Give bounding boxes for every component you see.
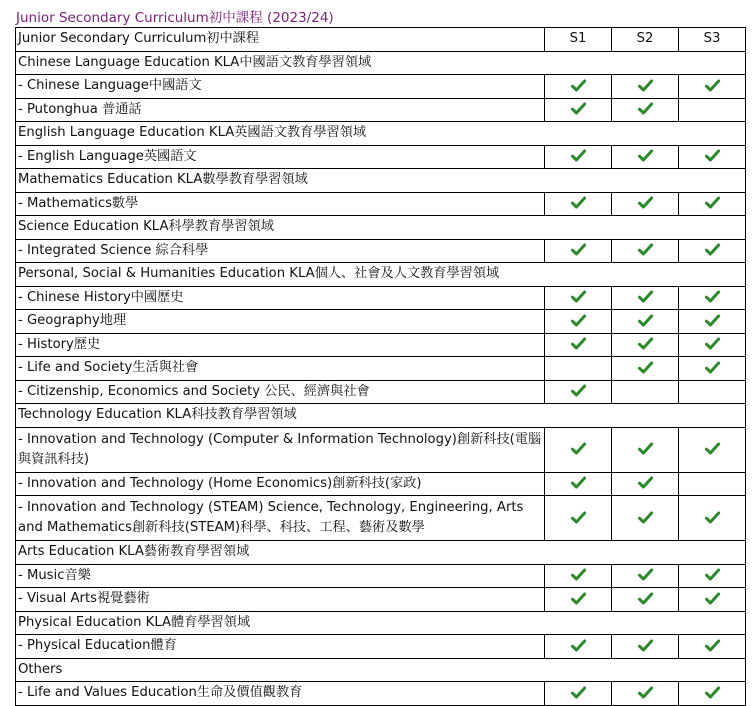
check-icon [638,79,653,92]
level-cell-s3 [679,380,746,404]
check-icon [571,592,586,605]
subject-label: - Music音樂 [16,564,545,588]
level-cell-s1 [545,682,612,706]
check-icon [638,442,653,455]
group-label: Arts Education KLA藝術教育學習領域 [16,541,746,565]
check-icon [571,568,586,581]
level-cell-s1 [545,286,612,310]
level-cell-s2 [612,333,679,357]
level-cell-s3 [679,357,746,381]
check-icon [638,686,653,699]
level-cell-s1 [545,145,612,169]
subject-row [16,380,746,404]
page-title: Junior Secondary Curriculum初中課程 (2023/24) [16,10,334,26]
subject-row [16,635,746,659]
check-icon [638,511,653,524]
level-cell-s3 [679,145,746,169]
header-row [16,28,746,52]
subject-row [16,310,746,334]
level-cell-s3 [679,310,746,334]
level-cell-s2 [612,286,679,310]
level-cell-s3 [679,588,746,612]
level-cell-s2 [612,75,679,99]
subject-label: - Innovation and Technology (Home Economics)創新科技(家政) [16,472,545,496]
level-cell-s2 [612,145,679,169]
level-cell-s1 [545,564,612,588]
level-cell-s1 [545,239,612,263]
subject-row [16,98,746,122]
level-cell-s3 [679,635,746,659]
level-cell-s2 [612,98,679,122]
check-icon [705,314,720,327]
level-cell-s3 [679,682,746,706]
subject-row [16,564,746,588]
subject-row [16,75,746,99]
level-cell-s1 [545,98,612,122]
curriculum-table-body [16,28,746,706]
subject-row [16,682,746,706]
subject-label: - Mathematics數學 [16,192,545,216]
check-icon [638,314,653,327]
group-row [16,122,746,146]
subject-label: - Physical Education體育 [16,635,545,659]
subject-label: - Chinese History中國歷史 [16,286,545,310]
group-label: Others [16,658,746,682]
check-icon [638,149,653,162]
subject-label: - Geography地理 [16,310,545,334]
level-cell-s3 [679,333,746,357]
check-icon [705,196,720,209]
check-icon [571,337,586,350]
check-icon [571,511,586,524]
subject-label: - Innovation and Technology (Computer & Information Technology)創新科技(電腦與資訊科技) [16,427,545,472]
level-cell-s2 [612,472,679,496]
check-icon [705,686,720,699]
subject-label: - English Language英國語文 [16,145,545,169]
group-row [16,216,746,240]
level-cell-s2 [612,635,679,659]
group-label: Science Education KLA科學教育學習領域 [16,216,746,240]
header-level-s1: S1 [545,28,612,52]
subject-row [16,588,746,612]
subject-label: - Life and Society生活與社會 [16,357,545,381]
check-icon [571,243,586,256]
level-cell-s1 [545,496,612,541]
check-icon [705,290,720,303]
level-cell-s1 [545,357,612,381]
header-subject-cell: Junior Secondary Curriculum初中課程 [16,28,545,52]
check-icon [571,290,586,303]
check-icon [638,592,653,605]
subject-row [16,357,746,381]
level-cell-s1 [545,427,612,472]
check-icon [571,384,586,397]
subject-row [16,333,746,357]
level-cell-s1 [545,380,612,404]
group-label: Mathematics Education KLA數學教育學習領域 [16,169,746,193]
check-icon [638,476,653,489]
check-icon [705,639,720,652]
level-cell-s3 [679,496,746,541]
level-cell-s3 [679,98,746,122]
check-icon [705,592,720,605]
check-icon [638,361,653,374]
check-icon [638,568,653,581]
level-cell-s1 [545,635,612,659]
group-row [16,404,746,428]
check-icon [638,102,653,115]
group-label: Technology Education KLA科技教育學習領域 [16,404,746,428]
level-cell-s3 [679,472,746,496]
group-row [16,541,746,565]
group-row [16,169,746,193]
check-icon [705,442,720,455]
header-level-s3: S3 [679,28,746,52]
check-icon [571,149,586,162]
level-cell-s2 [612,564,679,588]
check-icon [571,196,586,209]
subject-row [16,286,746,310]
check-icon [571,314,586,327]
level-cell-s1 [545,310,612,334]
header-level-s2: S2 [612,28,679,52]
check-icon [705,243,720,256]
subject-row [16,145,746,169]
level-cell-s1 [545,472,612,496]
group-row [16,611,746,635]
check-icon [571,79,586,92]
level-cell-s1 [545,333,612,357]
level-cell-s2 [612,682,679,706]
check-icon [705,337,720,350]
group-row [16,658,746,682]
level-cell-s3 [679,564,746,588]
subject-row [16,239,746,263]
check-icon [571,686,586,699]
level-cell-s1 [545,588,612,612]
level-cell-s3 [679,427,746,472]
level-cell-s2 [612,239,679,263]
group-label: English Language Education KLA英國語文教育學習領域 [16,122,746,146]
check-icon [638,243,653,256]
check-icon [638,337,653,350]
subject-label: - Integrated Science 綜合科學 [16,239,545,263]
check-icon [571,476,586,489]
level-cell-s3 [679,75,746,99]
subject-row [16,192,746,216]
level-cell-s1 [545,192,612,216]
check-icon [705,568,720,581]
level-cell-s2 [612,380,679,404]
subject-label: - Life and Values Education生命及價值觀教育 [16,682,545,706]
subject-label: - Putonghua 普通話 [16,98,545,122]
group-row [16,263,746,287]
check-icon [705,511,720,524]
level-cell-s2 [612,427,679,472]
group-label: Personal, Social & Humanities Education KLA個人、社會及人文教育學習領域 [16,263,746,287]
check-icon [571,639,586,652]
level-cell-s2 [612,310,679,334]
level-cell-s2 [612,357,679,381]
subject-label: - Citizenship, Economics and Society 公民、經濟與社會 [16,380,545,404]
group-label: Chinese Language Education KLA中國語文教育學習領域 [16,51,746,75]
check-icon [705,149,720,162]
subject-row [16,427,746,472]
level-cell-s3 [679,192,746,216]
check-icon [705,361,720,374]
subject-label: - Innovation and Technology (STEAM) Science, Technology, Engineering, Arts and Mathematics創新科技(STEAM)科學、科技、工程、藝術及數學 [16,496,545,541]
level-cell-s3 [679,239,746,263]
level-cell-s2 [612,192,679,216]
group-row [16,51,746,75]
check-icon [638,196,653,209]
check-icon [571,442,586,455]
subject-row [16,496,746,541]
check-icon [571,102,586,115]
check-icon [638,290,653,303]
level-cell-s3 [679,286,746,310]
subject-label: - Chinese Language中國語文 [16,75,545,99]
subject-label: - History歷史 [16,333,545,357]
subject-label: - Visual Arts視覺藝術 [16,588,545,612]
curriculum-table [15,27,746,706]
level-cell-s1 [545,75,612,99]
check-icon [638,639,653,652]
subject-row [16,472,746,496]
level-cell-s2 [612,496,679,541]
check-icon [705,79,720,92]
level-cell-s2 [612,588,679,612]
group-label: Physical Education KLA體育學習領域 [16,611,746,635]
